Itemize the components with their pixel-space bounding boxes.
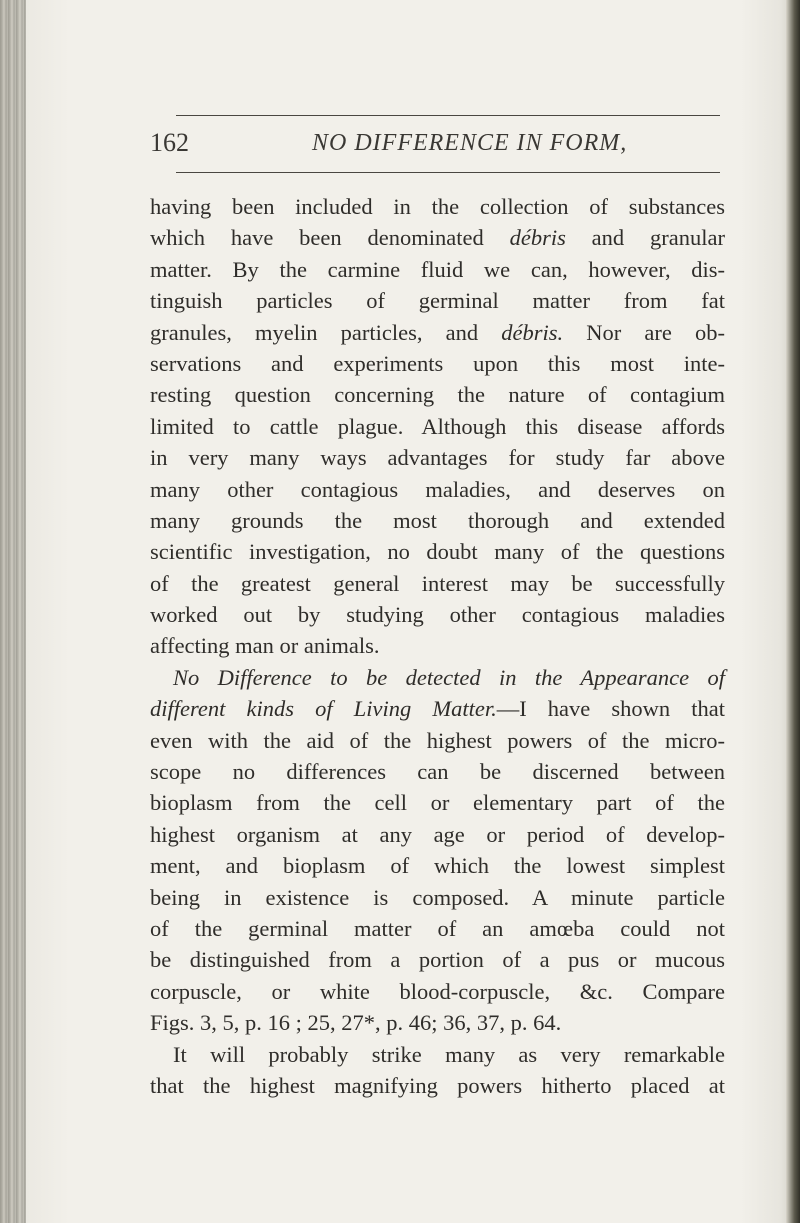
body-text (150, 191, 725, 1101)
text-line (150, 411, 725, 442)
text-line (150, 348, 725, 379)
text-line (150, 944, 725, 975)
text-line (150, 725, 725, 756)
text-line (150, 1070, 725, 1101)
text-line (150, 191, 725, 222)
italic-text: No Difference to be detected in the Appearance of (173, 664, 725, 690)
italic-text: different kinds of Living Matter. (150, 696, 497, 722)
text-line (150, 1007, 725, 1038)
running-title: NO DIFFERENCE IN FORM, (312, 130, 628, 156)
page-number: 162 (150, 128, 189, 157)
text-line (150, 662, 725, 693)
text-line (150, 317, 725, 348)
text-line (150, 850, 725, 881)
text-segment: tinguish particles of germinal matter from fat (150, 288, 725, 314)
text-segment: that the highest magnifying powers hitherto placed at (150, 1072, 725, 1098)
text-line (150, 787, 725, 818)
text-line (150, 599, 725, 630)
text-segment: of the greatest general interest may be successfully (150, 570, 725, 596)
text-segment: ment, and bioplasm of which the lowest simplest (150, 853, 725, 879)
text-segment: having been included in the collection of substances (150, 194, 725, 219)
text-line (150, 630, 725, 661)
text-line (150, 254, 725, 285)
text-line (150, 536, 725, 567)
text-line (150, 285, 725, 316)
text-line (150, 505, 725, 536)
text-segment: even with the aid of the highest powers of the micro- (150, 727, 725, 753)
text-segment: Figs. 3, 5, p. 16 ; 25, 27*, p. 46; 36, 37, p. 64. (150, 1010, 562, 1036)
header-rule-top (176, 115, 720, 116)
text-segment: limited to cattle plague. Although this disease affords (150, 413, 725, 439)
text-segment: affecting man or animals. (150, 633, 380, 659)
text-line (150, 474, 725, 505)
text-segment: which have been denominated (150, 225, 510, 251)
italic-text: débris (509, 225, 566, 251)
text-segment: and granular (565, 225, 725, 251)
text-line (150, 222, 725, 253)
text-segment: resting question concerning the nature of contagium (150, 382, 725, 408)
header-rule-bottom (176, 172, 720, 173)
text-line (150, 882, 725, 913)
text-line (150, 756, 725, 787)
italic-text: débris. (501, 319, 564, 345)
text-segment: being in existence is composed. A minute particle (150, 884, 725, 910)
text-segment: scientific investigation, no doubt many of the questions (150, 539, 725, 565)
text-segment: corpuscle, or white blood-corpuscle, &c. Compare (150, 978, 725, 1004)
text-line (150, 1039, 725, 1070)
text-segment: —I have shown that (496, 696, 725, 722)
text-line (150, 568, 725, 599)
text-line (150, 693, 725, 724)
book-binding-edge (0, 0, 26, 1223)
text-segment: of the germinal matter of an amœba could not (150, 915, 725, 941)
text-segment: in very many ways advantages for study far above (150, 445, 725, 471)
text-line (150, 976, 725, 1007)
text-segment: Nor are ob- (563, 319, 725, 345)
text-line (150, 819, 725, 850)
text-segment: bioplasm from the cell or elementary part of the (150, 790, 725, 816)
text-segment: many other contagious maladies, and deserves on (150, 476, 725, 502)
text-segment: matter. By the carmine fluid we can, however, dis- (150, 256, 725, 282)
page-right-edge (786, 0, 800, 1223)
text-segment: granules, myelin particles, and (150, 319, 502, 345)
text-segment: be distinguished from a portion of a pus or mucous (150, 947, 725, 973)
text-segment: servations and experiments upon this most inte- (150, 350, 725, 376)
text-line (150, 913, 725, 944)
text-segment: many grounds the most thorough and extended (150, 507, 725, 533)
text-segment: scope no differences can be discerned between (150, 759, 725, 785)
text-segment: It will probably strike many as very remarkable (173, 1041, 725, 1067)
text-segment: worked out by studying other contagious maladies (150, 602, 725, 628)
text-segment: highest organism at any age or period of develop- (150, 821, 725, 847)
text-line (150, 379, 725, 410)
text-line (150, 442, 725, 473)
